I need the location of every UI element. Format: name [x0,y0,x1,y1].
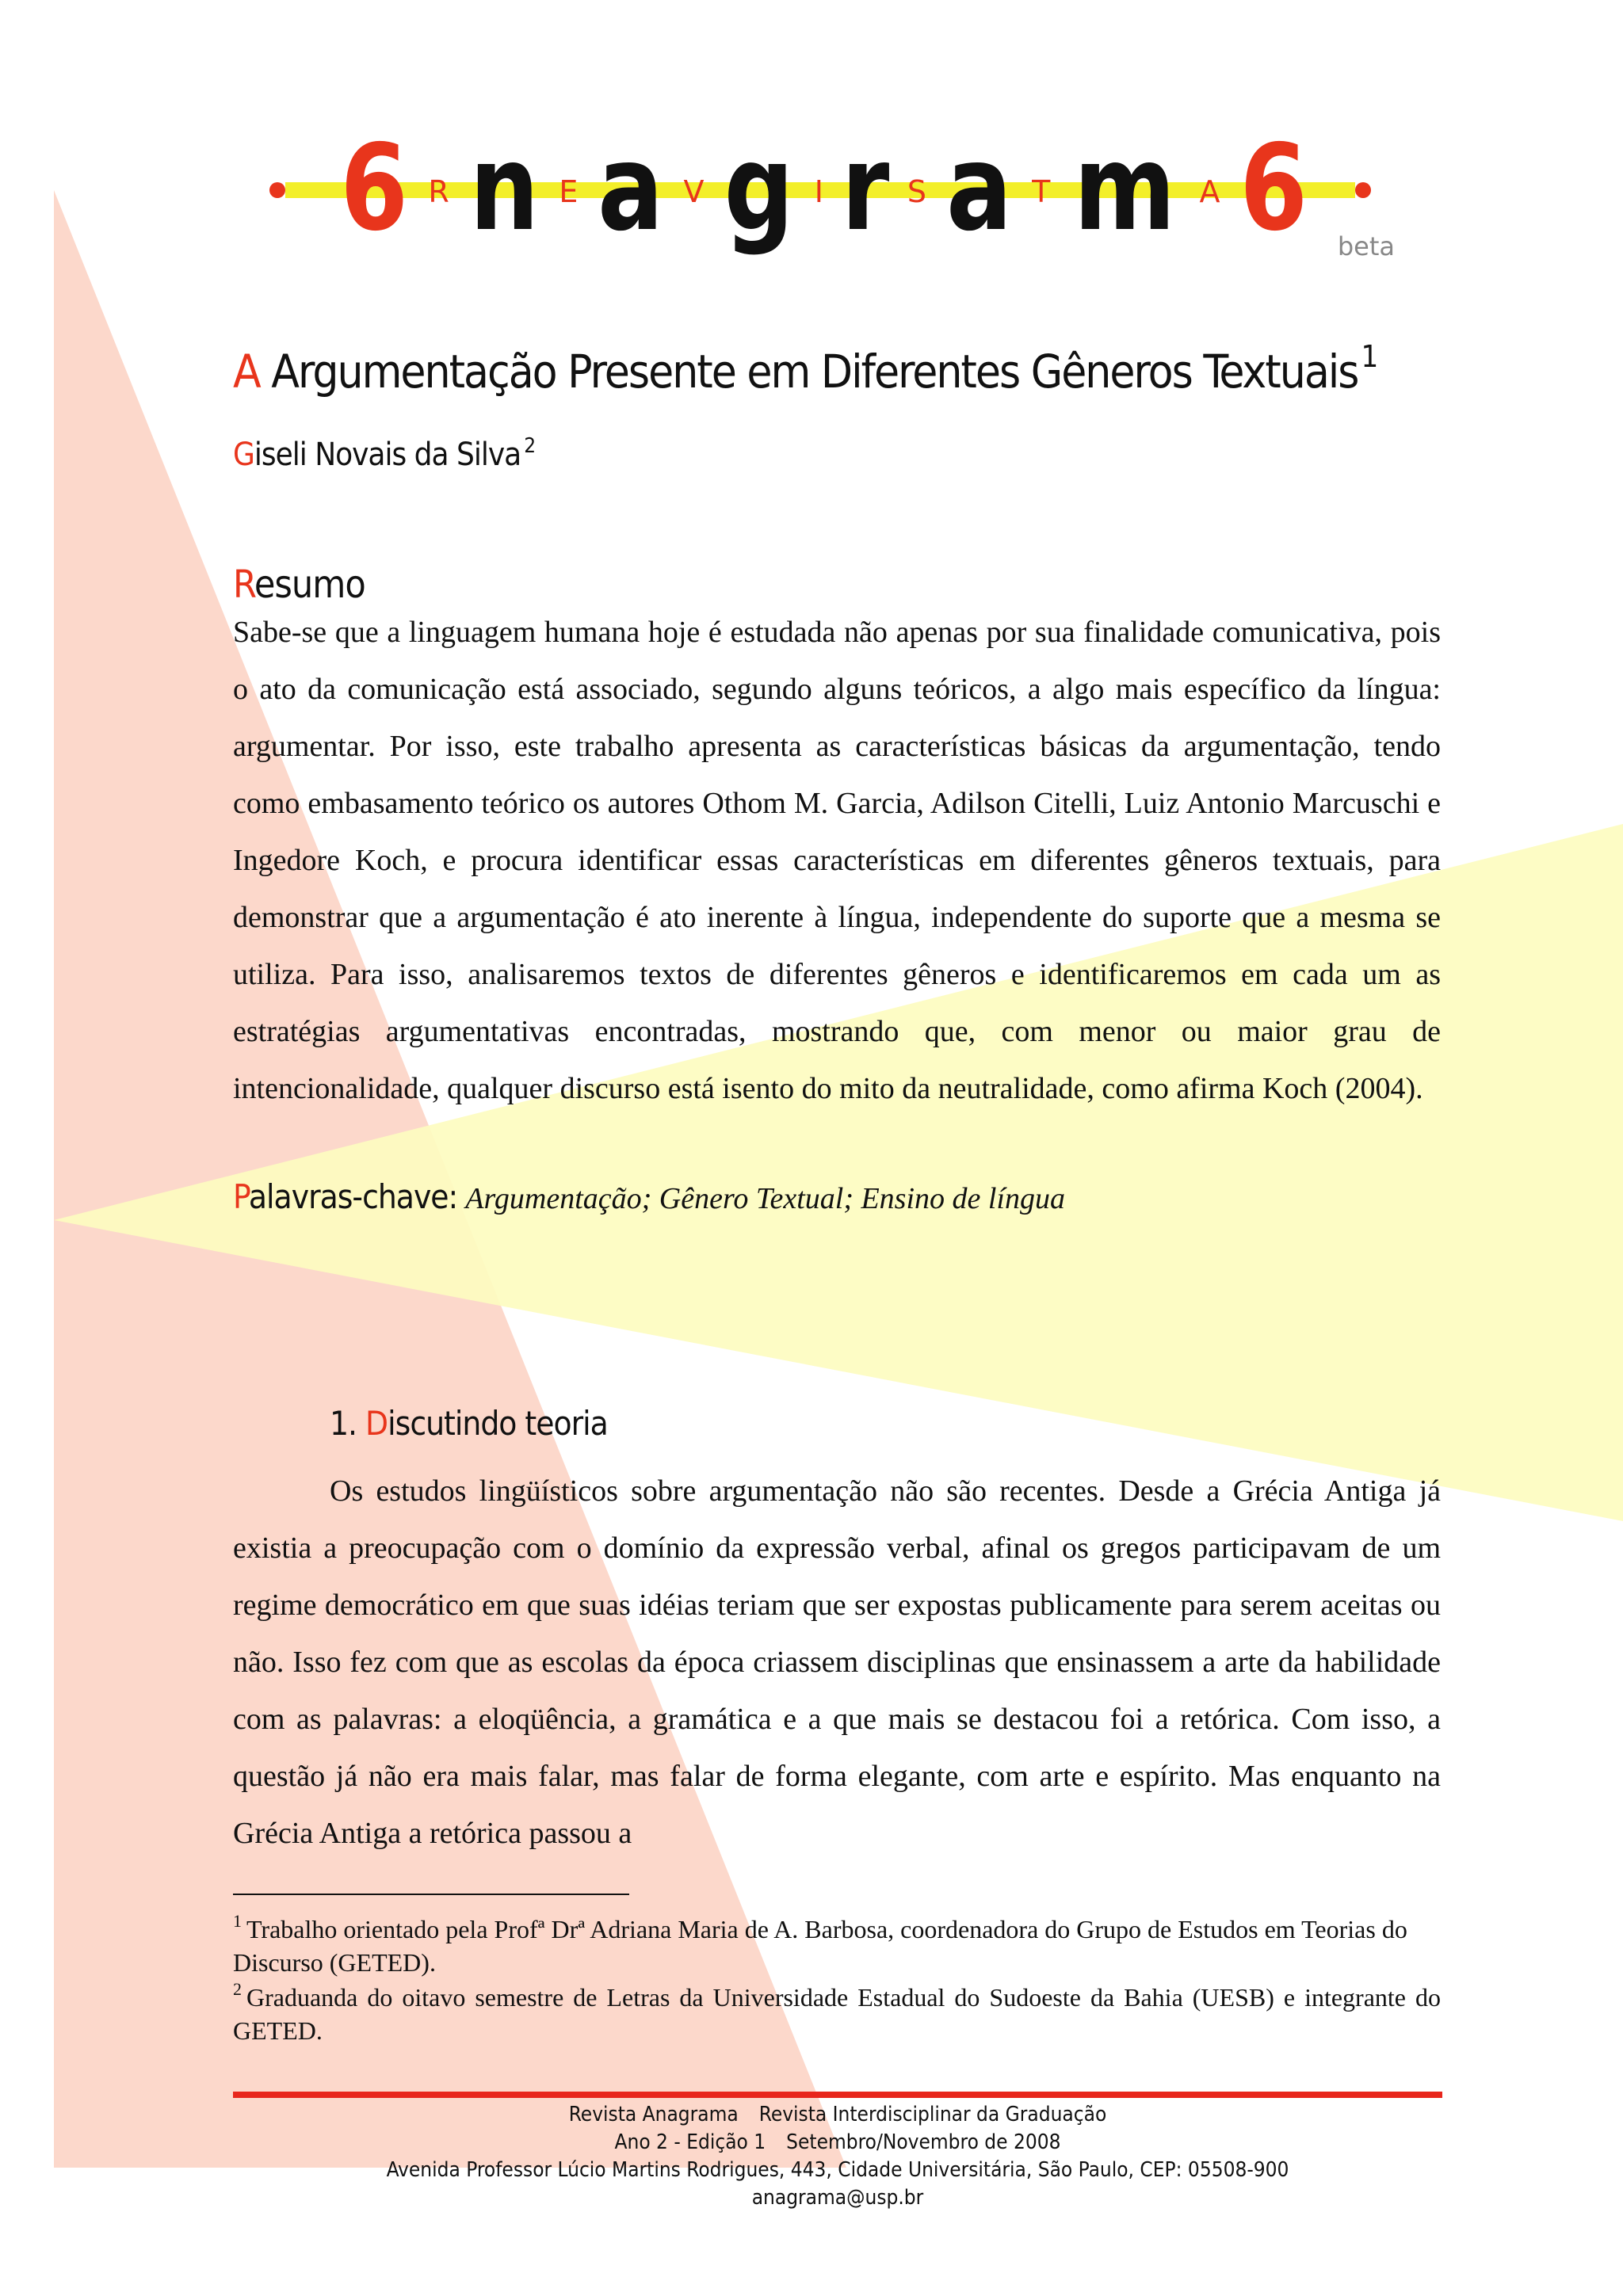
author-name: iseli Novais da Silva [254,437,521,473]
footnote-text: Graduanda do oitavo semestre de Letras da Universidade Estadual do Sudoeste da Bahia (UESB) e integrante do GETED. [233,1983,1441,2045]
footer-journal-full: Revista Interdisciplinar da Graduação [758,2103,1107,2126]
logo-dot-left [269,182,285,198]
keywords-text: Argumentação; Gênero Textual; Ensino de língua [465,1182,1066,1215]
logo-letter: V [683,174,705,209]
journal-logo [254,119,1395,277]
logo-letter: n [469,120,539,257]
footnote-text: Trabalho orientado pela Profª Drª Adriana Maria de A. Barbosa, coordenadora do Grupo de Estudos em Teorias do Discurso (GETED). [233,1915,1407,1977]
footnote [233,1905,1441,1979]
footer-red-rule [233,2092,1442,2098]
logo-letter: R [428,174,449,209]
footer-date: Setembro/Novembro de 2008 [786,2130,1061,2154]
author-initial: G [233,437,254,473]
resumo-heading [233,563,365,607]
logo-letter: a [946,120,1013,257]
logo-letter: E [559,174,579,209]
title-footnote-mark[interactable]: 1 [1361,339,1377,374]
logo-letter: I [814,174,823,209]
title-initial: A [233,345,260,399]
abstract-paragraph: Sabe-se que a linguagem humana hoje é estudada não apenas por sua finalidade comunicativa, pois o ato da comunicação está associado, segundo alguns teóricos, a algo mais específico da língua: argumentar. Por isso, este trabalho apresenta as características básicas da argumentação, tendo como embasamento teórico os autores Othom M. Garcia, Adilson Citelli, Luiz Antonio Marcuschi e Ingedore Koch, e procura identificar essas características em diferentes gêneros textuais, para demonstrar que a argumentação é ato inerente à língua, independente do suporte que a mesma se utiliza. Para isso, analisaremos textos de diferentes gêneros e identificaremos em cada um as estratégias argumentativas encontradas, mostrando que, com menor ou maior grau de intencionalidade, qualquer discurso está isento do mito da neutralidade, como afirma Koch (2004). [233,616,1441,1105]
footer-edition: Ano 2 - Edição 1 [614,2130,766,2154]
footer-line-edition [233,2129,1442,2157]
keywords-label-text: alavras-chave: [248,1177,458,1216]
keywords-line [233,1177,1065,1216]
footnote-mark: 1 [233,1911,242,1931]
logo-wordmark [333,120,1316,257]
logo-letter: g [724,120,795,257]
logo-letter: 6 [1239,120,1308,257]
logo-dot-right [1355,182,1371,198]
title-text: Argumentação Presente em Diferentes Gêneros Textuais [259,345,1358,399]
footer-email[interactable]: anagrama@usp.br [751,2186,924,2210]
keywords-initial: P [233,1177,249,1216]
logo-letter: r [841,120,890,257]
footnote-mark: 2 [233,1979,242,1999]
footer-address: Avenida Professor Lúcio Martins Rodrigues, 443, Cidade Universitária, São Paulo, CEP: 05508-900 [386,2158,1289,2182]
logo-letter: T [1032,174,1051,209]
logo-letter: a [598,120,664,257]
section-heading-text: iscutindo teoria [388,1404,608,1443]
footnote [233,1973,1441,2047]
section-paragraph: Os estudos lingüísticos sobre argumentação não são recentes. Desde a Grécia Antiga já existia a preocupação com o domínio da expressão verbal, afinal os gregos participavam de um regime democrático em que suas idéias teriam que ser expostas publicamente para serem aceitas ou não. Isso fez com que as escolas da época criassem disciplinas que ensinassem a arte da habilidade com as palavras: a eloqüência, a gramática e a que mais se destacou foi a retórica. Com isso, a questão já não era mais falar, mas falar de forma elegante, com arte e espírito. Mas enquanto na Grécia Antiga a retórica passou a [233,1474,1441,1850]
page-footer [233,2101,1442,2212]
footer-journal: Revista Anagrama [568,2103,739,2126]
footnote-separator [233,1894,629,1895]
section-heading [330,1404,608,1443]
section-initial: D [365,1404,388,1443]
logo-letter: m [1074,120,1176,257]
author-footnote-mark[interactable]: 2 [524,434,536,458]
article-title [233,339,1377,399]
logo-letter: A [1199,174,1220,209]
logo-letter: S [907,174,926,209]
resumo-heading-text: esumo [254,563,365,607]
article-author [233,434,535,473]
keywords-label [233,1177,457,1216]
logo-beta-label: beta [1337,231,1395,261]
section-number: 1. [330,1404,366,1443]
resumo-initial: R [233,563,254,607]
logo-letter: 6 [340,120,408,257]
footer-line-journal [233,2101,1442,2129]
